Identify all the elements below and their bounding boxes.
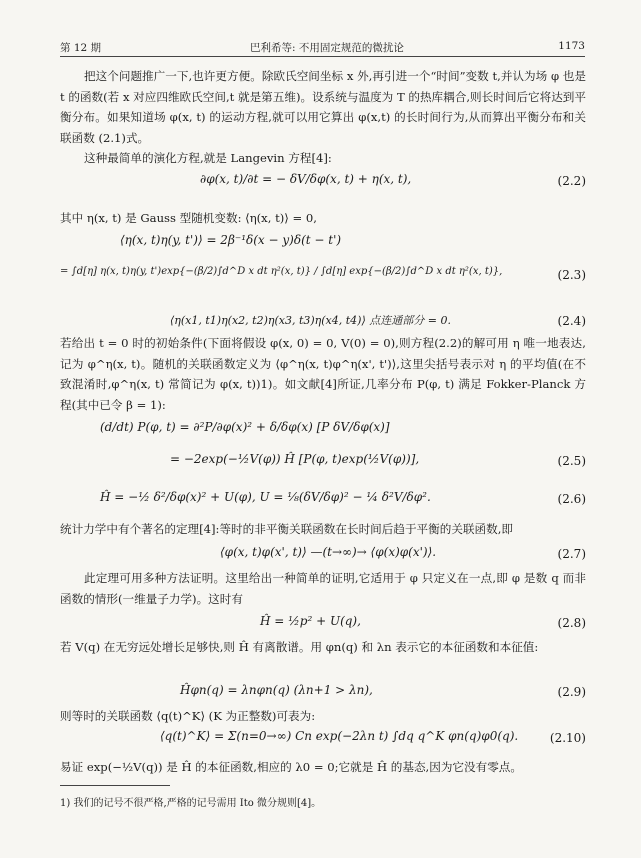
equation-body: ⟨φ(x, t)φ(x', t)⟩ —(t→∞)→ ⟨φ(x)φ(x')⟩. [220,545,437,559]
paragraph-5: 统计力学中有个著名的定理[4]:等时的非平衡关联函数在长时间后趋于平衡的关联函数,即 [60,522,513,536]
equation-number: (2.4) [557,314,586,328]
footnote: 1) 我们的记号不很严格,严格的记号需用 Ito 微分规则[4]。 [60,798,322,809]
paragraph-2: 这种最简单的演化方程,就是 Langevin 方程[4]: [84,151,332,165]
paragraph-7: 若 V(q) 在无穷远处增长足够快,则 Ĥ 有离散谱。用 φn(q) 和 λn 表示它的本征函数和本征值: [60,640,539,654]
equation-2-8 [60,614,586,638]
paragraph-6: 此定理可用多种方法证明。这里给出一种简单的证明,它适用于 φ 只定义在一点,即 φ 是数 q 而非函数的情形(一维量子力学)。这时有 [60,571,586,606]
equation-2-3-b [60,260,586,300]
paragraph-4: 若给出 t = 0 时的初始条件(下面将假设 φ(x, 0) = 0, V(0) = 0),则方程(2.2)的解可用 η 唯一地表达,记为 φ^η(x, t)。随机的关联函数定义为 ⟨φ^η(x, t)φ^η(x', t')⟩,这里尖括号表示对 η 的平均值(在不致混淆时,φ^η(x, t) 常简记为 φ(x, t))1)。如文献[4]所证,几率分布 P(φ, t) 满足 Fokker-Planck 方程(其中已令 β = 1): [60,336,586,412]
running-header [60,40,585,57]
equation-body: ⟨η(x, t)η(y, t')⟩ = 2β⁻¹δ(x − y)δ(t − t') [120,233,342,247]
equation-2-5-a [60,420,586,444]
equation-body: = ∫d[η] η(x, t)η(y, t')exp{−(β/2)∫d^D x dt η²(x, t)} / ∫d[η] exp{−(β/2)∫d^D x dt η²(x, t)}, [60,266,503,277]
paragraph-9: 易证 exp(−½V(q)) 是 Ĥ 的本征函数,相应的 λ0 = 0;它就是 Ĥ 的基态,因为它没有零点。 [60,760,522,774]
equation-body: ⟨q(t)^K⟩ = Σ(n=0→∞) Cn exp(−2λn t) ∫dq q^K φn(q)φ0(q). [160,729,519,743]
equation-2-7 [60,545,586,569]
issue-number: 第 12 期 [60,42,102,54]
equation-number: (2.3) [557,268,586,282]
equation-number: (2.8) [557,616,586,630]
equation-2-6 [60,490,586,514]
page-number: 1173 [558,40,585,52]
equation-number: (2.7) [557,547,586,561]
equation-body: Ĥ = −½ δ²/δφ(x)² + U(φ), U = ⅛(δV/δφ)² − ¼ δ²V/δφ². [100,490,431,504]
equation-2-10 [60,729,586,753]
equation-number: (2.9) [557,685,586,699]
footnote-rule [60,785,170,786]
equation-body: ∂φ(x, t)/∂t = − δV/δφ(x, t) + η(x, t), [200,172,412,186]
equation-number: (2.5) [557,454,586,468]
equation-body: Ĥφn(q) = λnφn(q) (λn+1 > λn), [180,683,373,697]
equation-body: (d/dt) P(φ, t) = ∂²P/∂φ(x)² + δ/δφ(x) [P δV/δφ(x)] [100,420,390,434]
equation-2-5-b [60,452,586,476]
equation-number: (2.6) [557,492,586,506]
paragraph-8: 则等时的关联函数 ⟨q(t)^K⟩ (K 为正整数)可表为: [60,709,316,723]
paragraph-1: 把这个问题推广一下,也许更方便。除欧氏空间坐标 x 外,再引进一个“时间”变数 t,并认为场 φ 也是 t 的函数(若 x 对应四维欧氏空间,t 就是第五维)。设系统与温度为 T 的热库耦合,则长时间后它将达到平衡分布。如果知道场 φ(x, t) 的运动方程,就可以用它算出 φ(x,t) 的长时间行为,从而算出平衡分布和关联函数 (2.1)式。 [60,69,586,145]
equation-2-2 [60,172,586,196]
running-title: 巴利希等: 不用固定规范的微扰论 [250,42,404,54]
equation-body: = −2exp(−½V(φ)) Ĥ [P(φ, t)exp(½V(φ))], [170,452,420,466]
equation-2-9 [60,683,586,707]
equation-number: (2.2) [557,174,586,188]
equation-number: (2.10) [549,731,586,745]
equation-body: ⟨η(x1, t1)η(x2, t2)η(x3, t3)η(x4, t4)⟩ 点连通部分 = 0. [170,314,451,327]
paragraph-3: 其中 η(x, t) 是 Gauss 型随机变数: ⟨η(x, t)⟩ = 0, [60,211,317,225]
equation-body: Ĥ = ½p² + U(q), [260,614,361,628]
equation-2-3-a [60,233,586,257]
